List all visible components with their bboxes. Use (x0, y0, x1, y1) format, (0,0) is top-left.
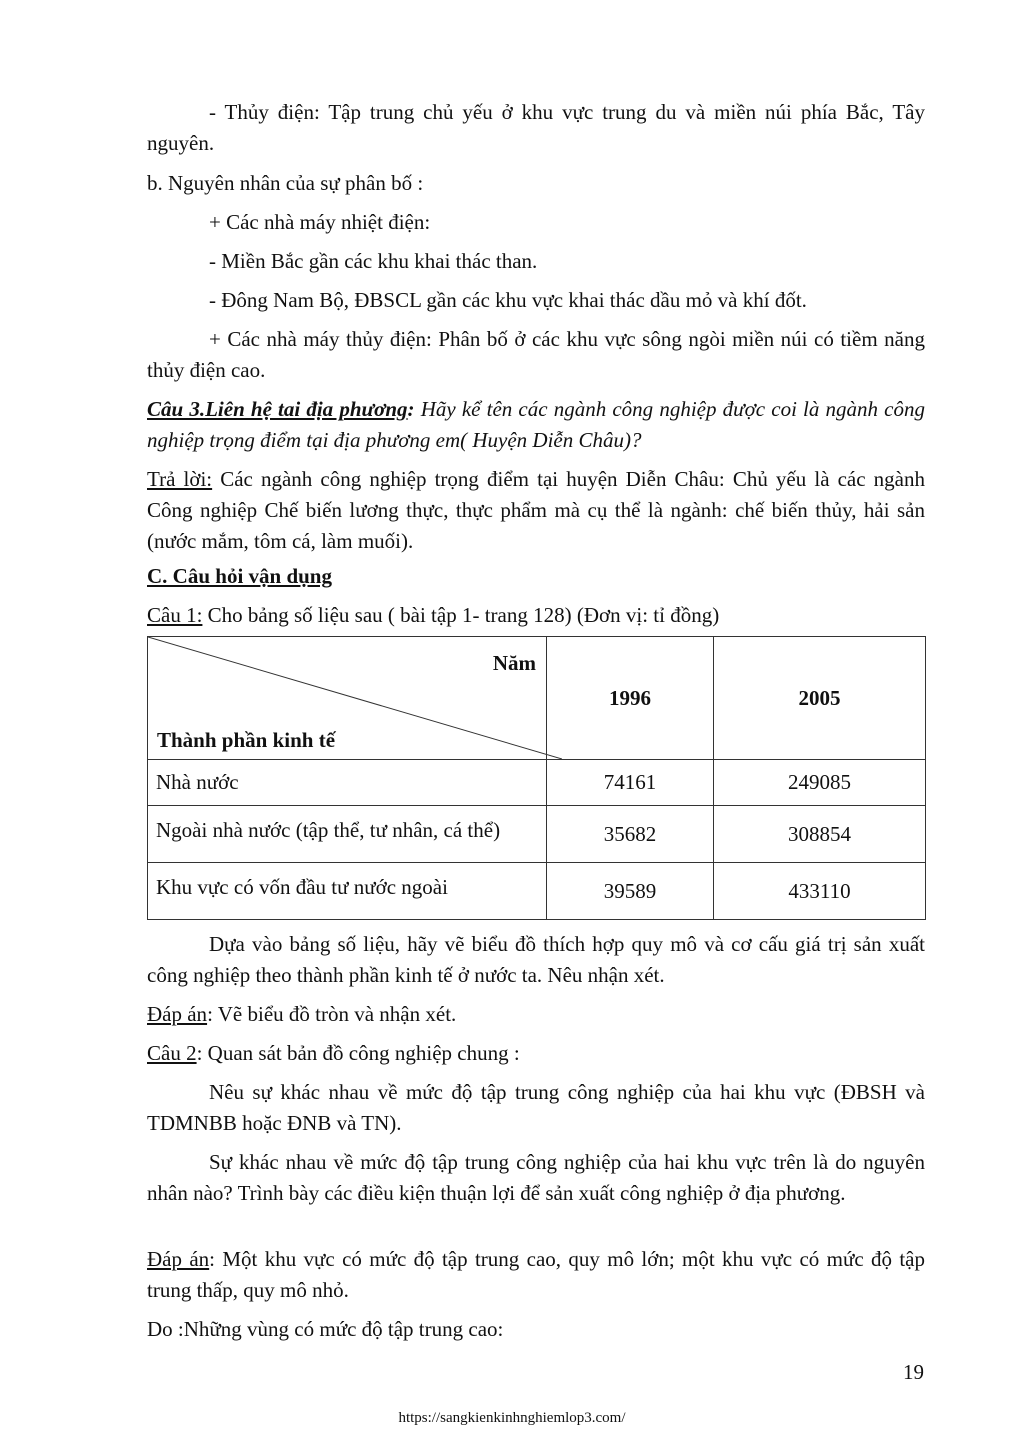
answer-2 (147, 1244, 925, 1306)
table-row (148, 760, 926, 806)
answer-1 (147, 999, 925, 1030)
header-year-1996: 1996 (547, 637, 714, 760)
question-2-part-2: Sự khác nhau về mức độ tập trung công nghiệp của hai khu vực trên là do nguyên nhân nào? Trình bày các điều kiện thuận lợi để sản xuất công nghiệp ở địa phương. (147, 1150, 925, 1205)
row-value-2005: 308854 (714, 806, 926, 863)
question-1-text: Cho bảng số liệu sau ( bài tập 1- trang 128) (Đơn vị: tỉ đồng) (202, 603, 720, 627)
question-2-part-1: Nêu sự khác nhau về mức độ tập trung công nghiệp của hai khu vực (ĐBSH và TDMNBB hoặc ĐNB và TN). (147, 1080, 925, 1135)
table-row (148, 863, 926, 920)
table-row (148, 806, 926, 863)
paragraph-nhiet-dien: + Các nhà máy nhiệt điện: (209, 210, 431, 234)
question-1-task: Dựa vào bảng số liệu, hãy vẽ biểu đồ thích hợp quy mô và cơ cấu giá trị sản xuất công nghiệp theo thành phần kinh tế ở nước ta. Nêu nhận xét. (147, 932, 925, 987)
section-c-heading: C. Câu hỏi vận dụng (147, 564, 332, 588)
row-value-1996: 74161 (547, 760, 714, 806)
table-header-diagonal-cell (148, 637, 547, 760)
header-component-label: Thành phần kinh tế (157, 728, 336, 752)
question-1-label: Câu 1: (147, 603, 203, 627)
footer-url[interactable]: https://sangkienkinhnghiemlop3.com/ (398, 1410, 626, 1426)
paragraph-dong-nam-bo: - Đông Nam Bộ, ĐBSCL gần các khu vực khai thác dầu mỏ và khí đốt. (209, 288, 807, 312)
row-value-1996: 35682 (547, 806, 714, 863)
page-number: 19 (903, 1360, 924, 1384)
table-header-row (148, 637, 926, 760)
header-year-label: Năm (492, 651, 536, 675)
question-3 (147, 394, 925, 456)
question-2-text: : Quan sát bản đồ công nghiệp chung : (196, 1041, 520, 1065)
paragraph-do: Do :Những vùng có mức độ tập trung cao: (147, 1317, 504, 1341)
question-3-label: Câu 3.Liên hệ tai địa phương (147, 397, 408, 421)
header-year-2005: 2005 (714, 637, 926, 760)
data-table (147, 636, 926, 920)
paragraph-nguyen-nhan: b. Nguyên nhân của sự phân bố : (147, 171, 424, 195)
answer-3 (147, 464, 925, 557)
row-name: Nhà nước (148, 760, 547, 806)
question-1 (147, 600, 925, 631)
row-value-1996: 39589 (547, 863, 714, 920)
paragraph-thuy-dien-nha-may: + Các nhà máy thủy điện: Phân bố ở các khu vực sông ngòi miền núi có tiềm năng thủy điện cao. (147, 327, 925, 382)
answer-2-text: : Một khu vực có mức độ tập trung cao, quy mô lớn; một khu vực có mức độ tập trung thấp, quy mô nhỏ. (147, 1247, 925, 1302)
question-3-text: Hãy kể tên các ngành công nghiệp được coi là ngành công nghiệp trọng điểm tại địa phương em( Huyện Diễn Châu)? (147, 397, 925, 452)
answer-3-label: Trả lời: (147, 467, 213, 491)
paragraph-thuy-dien: - Thủy điện: Tập trung chủ yếu ở khu vực trung du và miền núi phía Bắc, Tây nguyên. (147, 100, 925, 155)
question-3-colon: : (407, 397, 415, 421)
row-value-2005: 433110 (714, 863, 926, 920)
row-name: Khu vực có vốn đầu tư nước ngoài (148, 863, 547, 920)
answer-1-text: : Vẽ biểu đồ tròn và nhận xét. (207, 1002, 457, 1026)
question-2-label: Câu 2 (147, 1041, 197, 1065)
paragraph-mien-bac: - Miền Bắc gần các khu khai thác than. (209, 249, 538, 273)
question-2 (147, 1038, 925, 1069)
answer-1-label: Đáp án (147, 1002, 208, 1026)
row-name: Ngoài nhà nước (tập thể, tư nhân, cá thể) (148, 806, 547, 863)
row-value-2005: 249085 (714, 760, 926, 806)
answer-3-text: Các ngành công nghiệp trọng điểm tại huyện Diễn Châu: Chủ yếu là các ngành Công nghiệp Chế biến lương thực, thực phẩm mà cụ thể là ngành: chế biến thủy, hải sản (nước mắm, tôm cá, làm muối). (147, 467, 925, 553)
answer-2-label: Đáp án (147, 1247, 210, 1271)
